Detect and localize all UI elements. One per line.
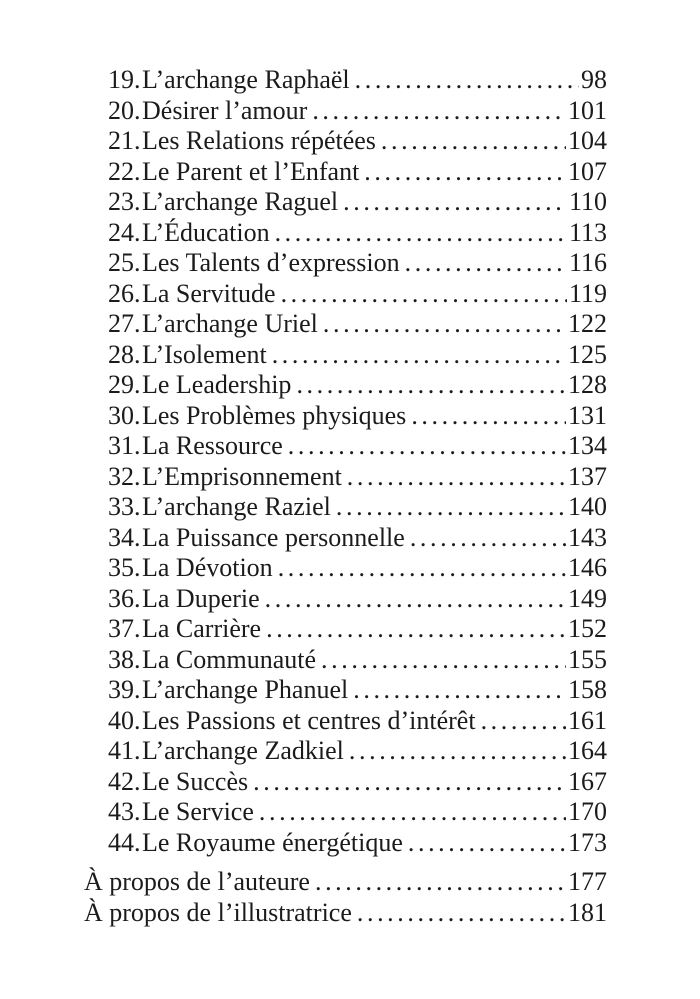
entry-page: 107 <box>568 156 607 186</box>
dot-leader <box>296 370 566 401</box>
entry-page: 104 <box>568 126 607 155</box>
toc-entry <box>0 309 607 340</box>
toc-entry <box>0 675 607 706</box>
dot-leader <box>315 867 566 898</box>
entry-title: L’archange Phanuel <box>142 675 349 704</box>
entry-title: Désirer l’amour <box>142 95 308 125</box>
entry-number: 38. <box>108 644 141 674</box>
entry-page: 101 <box>568 95 607 125</box>
entry-number: 35. <box>108 553 141 582</box>
entry-page: 134 <box>568 431 607 460</box>
toc-entry-list <box>0 65 607 858</box>
dot-leader <box>405 248 567 279</box>
entry-page: 164 <box>568 736 607 765</box>
entry-page: 98 <box>581 65 607 94</box>
entry-number: 32. <box>108 461 141 491</box>
entry-title: L’archange Raziel <box>142 492 331 521</box>
dot-leader <box>275 218 567 249</box>
dot-leader <box>481 706 566 737</box>
entry-page: 128 <box>568 370 607 399</box>
toc-back-matter-list <box>0 867 607 928</box>
entry-title: Les Passions et centres d’intérêt <box>142 705 476 735</box>
entry-page: 143 <box>568 522 607 552</box>
entry-title: L’archange Raguel <box>142 187 339 216</box>
toc-entry <box>0 462 607 493</box>
dot-leader <box>266 614 566 645</box>
entry-page: 131 <box>568 400 607 430</box>
entry-title: Le Leadership <box>142 370 292 399</box>
toc-entry <box>0 645 607 676</box>
entry-number: 37. <box>108 614 141 643</box>
toc-entry <box>0 584 607 615</box>
entry-title: La Ressource <box>142 431 283 460</box>
entry-page: 170 <box>568 797 607 826</box>
toc-entry <box>0 187 607 218</box>
entry-title: La Duperie <box>142 583 260 613</box>
entry-page: 167 <box>568 766 607 796</box>
entry-title: La Carrière <box>142 614 262 643</box>
entry-number: 41. <box>108 736 141 765</box>
entry-number: 30. <box>108 400 141 430</box>
toc-entry <box>0 553 607 584</box>
toc-entry <box>0 797 607 828</box>
toc-entry <box>0 492 607 523</box>
dot-leader <box>272 340 566 371</box>
toc-entry <box>0 898 607 929</box>
entry-title: La Dévotion <box>142 553 273 582</box>
entry-page: 149 <box>568 583 607 613</box>
dot-leader <box>381 126 566 157</box>
dot-leader <box>347 462 566 493</box>
dot-leader <box>343 187 567 218</box>
toc-entry <box>0 279 607 310</box>
dot-leader <box>355 65 579 96</box>
entry-page: 137 <box>568 461 607 491</box>
dot-leader <box>259 797 566 828</box>
entry-title: L’Éducation <box>142 217 270 247</box>
entry-number: 24. <box>108 217 141 247</box>
entry-number: 36. <box>108 583 141 613</box>
toc-entry <box>0 248 607 279</box>
dot-leader <box>312 96 566 127</box>
entry-title: L’Isolement <box>142 339 267 369</box>
entry-number: 19. <box>108 65 141 94</box>
entry-number: 44. <box>108 827 141 857</box>
entry-title: Les Relations répétées <box>142 126 376 155</box>
entry-number: 25. <box>108 248 141 277</box>
entry-title: La Servitude <box>142 278 276 308</box>
toc-entry <box>0 614 607 645</box>
entry-number: 22. <box>108 156 141 186</box>
dot-leader <box>323 309 566 340</box>
dot-leader <box>336 492 566 523</box>
entry-page: 122 <box>568 309 607 338</box>
toc-entry <box>0 370 607 401</box>
entry-number: 21. <box>108 126 141 155</box>
entry-title: Les Talents d’expression <box>142 248 400 277</box>
toc-entry <box>0 706 607 737</box>
entry-page: 116 <box>568 248 607 277</box>
dot-leader <box>357 898 566 929</box>
entry-page: 155 <box>568 644 607 674</box>
toc-entry <box>0 736 607 767</box>
dot-leader <box>278 553 566 584</box>
entry-page: 140 <box>568 492 607 521</box>
dot-leader <box>321 645 566 676</box>
toc-entry <box>0 157 607 188</box>
entry-title: L’archange Zadkiel <box>142 736 344 765</box>
toc-entry <box>0 218 607 249</box>
entry-page: 146 <box>568 553 607 582</box>
toc-entry <box>0 767 607 798</box>
dot-leader <box>410 523 566 554</box>
entry-number: 31. <box>108 431 141 460</box>
entry-title: À propos de l’auteure <box>84 867 310 896</box>
entry-number: 42. <box>108 766 141 796</box>
dot-leader <box>364 157 566 188</box>
toc-entry <box>0 828 607 859</box>
entry-title: Le Royaume énergétique <box>142 827 403 857</box>
entry-page: 110 <box>568 187 607 216</box>
entry-title: La Puissance personnelle <box>142 522 405 552</box>
entry-page: 125 <box>568 339 607 369</box>
entry-number: 33. <box>108 492 141 521</box>
entry-number: 29. <box>108 370 141 399</box>
entry-number: 26. <box>108 278 141 308</box>
entry-title: La Communauté <box>142 644 317 674</box>
dot-leader <box>265 584 566 615</box>
entry-page: 113 <box>568 217 607 247</box>
entry-number: 34. <box>108 522 141 552</box>
entry-number: 28. <box>108 339 141 369</box>
entry-number: 27. <box>108 309 141 338</box>
toc-entry <box>0 340 607 371</box>
dot-leader <box>349 736 566 767</box>
dot-leader <box>288 431 566 462</box>
entry-page: 181 <box>568 897 607 927</box>
entry-number: 39. <box>108 675 141 704</box>
entry-page: 152 <box>568 614 607 643</box>
entry-title: À propos de l’illustratrice <box>84 897 352 927</box>
entry-page: 119 <box>568 278 607 308</box>
entry-page: 158 <box>568 675 607 704</box>
toc-entry <box>0 523 607 554</box>
entry-title: L’archange Uriel <box>142 309 318 338</box>
entry-title: Les Problèmes physiques <box>142 400 407 430</box>
entry-title: Le Service <box>142 797 254 826</box>
entry-page: 161 <box>568 705 607 735</box>
dot-leader <box>281 279 567 310</box>
entry-number: 40. <box>108 705 141 735</box>
entry-number: 20. <box>108 95 141 125</box>
dot-leader <box>253 767 566 798</box>
dot-leader <box>408 828 566 859</box>
toc-entry <box>0 401 607 432</box>
dot-leader <box>353 675 566 706</box>
entry-number: 43. <box>108 797 141 826</box>
toc-entry <box>0 431 607 462</box>
entry-title: Le Parent et l’Enfant <box>142 156 360 186</box>
toc-entry <box>0 96 607 127</box>
entry-title: L’Emprisonnement <box>142 461 342 491</box>
entry-title: Le Succès <box>142 766 249 796</box>
entry-number: 23. <box>108 187 141 216</box>
toc-entry <box>0 65 607 96</box>
entry-page: 173 <box>568 827 607 857</box>
toc-entry <box>0 867 607 898</box>
entry-title: L’archange Raphaël <box>142 65 350 94</box>
entry-page: 177 <box>568 867 607 896</box>
dot-leader <box>411 401 566 432</box>
toc-entry <box>0 126 607 157</box>
